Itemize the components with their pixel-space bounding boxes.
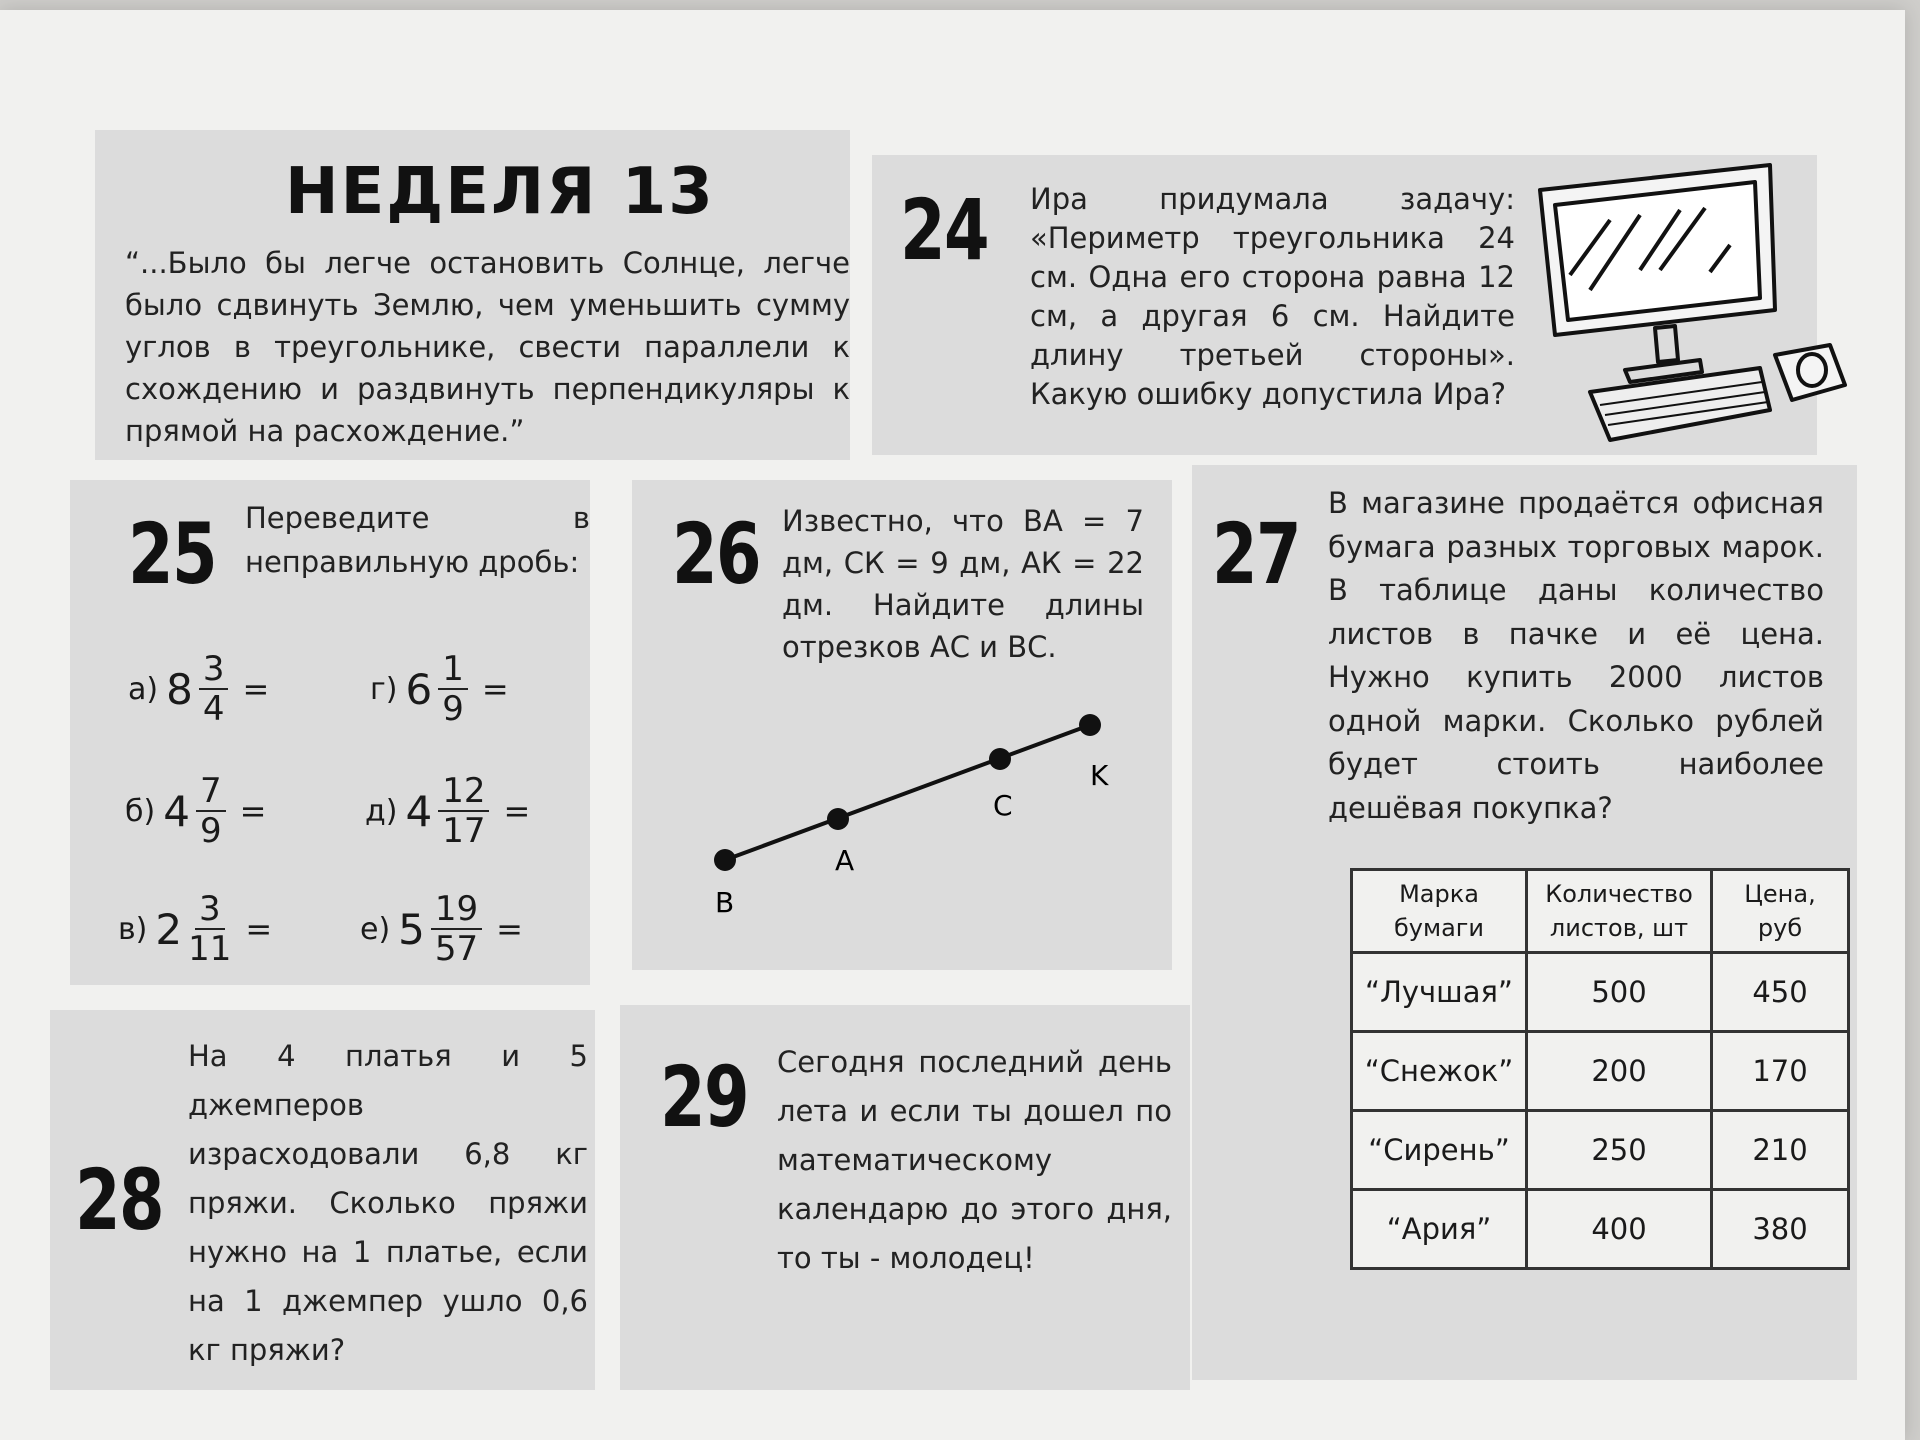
fraction	[199, 650, 229, 728]
paper-price-table	[1350, 868, 1850, 1270]
denominator: 11	[188, 929, 232, 969]
item-label: в)	[118, 911, 148, 947]
problem-28-text: На 4 платья и 5 джемперов израсходовали 6,8 кг пряжи. Сколько пряжи нужно на 1 платье, если на 1 джемпер ушло 0,6 кг пряжи?	[188, 1039, 588, 1367]
table-cell: 210	[1712, 1111, 1849, 1190]
item-label: а)	[128, 671, 159, 707]
denominator: 17	[442, 811, 486, 851]
numerator: 3	[195, 890, 225, 930]
table-row	[1352, 1111, 1849, 1190]
whole-part: 4	[405, 786, 433, 836]
quote-text: “...Было бы легче остановить Солнце, легче было сдвинуть Землю, чем уменьшить сумму углов в треугольнике, свести параллели к схождению и раздвинуть перпендикуляры к прямой на расхождение.”	[125, 246, 850, 448]
table-row	[1352, 1032, 1849, 1111]
fraction-item-b	[125, 772, 266, 850]
table-cell: “Сирень”	[1352, 1111, 1527, 1190]
problem-24-text: Ира придумала задачу: «Периметр треугольника 24 см. Одна его сторона равна 12 см, а другая 6 см. Найдите длину третьей стороны». Какую ошибку допустила Ира?	[1030, 182, 1515, 411]
equals-sign: =	[503, 792, 531, 830]
equals-sign: =	[245, 910, 273, 948]
point-k-label: K	[1090, 759, 1109, 792]
table-cell: 170	[1712, 1032, 1849, 1111]
fraction	[431, 890, 482, 968]
table-cell: 450	[1712, 953, 1849, 1032]
item-label: г)	[370, 671, 398, 707]
problem-25-number: 25	[128, 505, 217, 603]
numerator: 19	[431, 890, 482, 930]
table-cell: “Снежок”	[1352, 1032, 1527, 1111]
numerator: 12	[438, 772, 489, 812]
point-b-label: B	[715, 886, 735, 919]
fraction	[438, 650, 468, 728]
table-row	[1352, 1190, 1849, 1269]
point-a-label: A	[835, 844, 855, 877]
whole-part: 8	[166, 664, 193, 714]
table-cell: 500	[1527, 953, 1712, 1032]
denominator: 9	[199, 811, 222, 851]
fraction	[438, 772, 489, 850]
table-cell: 400	[1527, 1190, 1712, 1269]
whole-part: 5	[398, 904, 425, 954]
numerator: 1	[438, 650, 468, 690]
fraction	[196, 772, 226, 850]
table-cell: 380	[1712, 1190, 1849, 1269]
table-row	[1352, 953, 1849, 1032]
table-cell: “Ария”	[1352, 1190, 1527, 1269]
segment-diagram	[690, 700, 1130, 930]
column-header: Марка бумаги	[1352, 870, 1527, 953]
problem-25-text: Переведите в неправильную дробь:	[245, 501, 590, 579]
numerator: 7	[196, 772, 226, 812]
worksheet-page	[0, 10, 1905, 1440]
item-label: д)	[365, 793, 398, 829]
problem-28-number: 28	[75, 1151, 164, 1249]
problem-29-number: 29	[660, 1048, 749, 1146]
fraction-item-a	[128, 650, 269, 728]
point-a	[827, 808, 849, 830]
table-cell: 250	[1527, 1111, 1712, 1190]
problem-27-text: В магазине продаётся офисная бумага разных торговых марок. В таблице даны количество листов в пачке и её цена. Нужно купить 2000 листов одной марки. Сколько рублей будет стоить наиболее дешёвая покупка?	[1328, 486, 1824, 825]
page-title: НЕДЕЛЯ 13	[285, 155, 715, 229]
equals-sign: =	[481, 670, 509, 708]
point-b	[714, 849, 736, 871]
denominator: 9	[442, 689, 464, 729]
table-cell: 200	[1527, 1032, 1712, 1111]
point-k	[1079, 714, 1101, 736]
denominator: 4	[202, 689, 225, 729]
column-header: Цена, руб	[1712, 870, 1849, 953]
fraction-item-d	[365, 772, 530, 850]
whole-part: 2	[155, 904, 183, 954]
problem-29-text: Сегодня последний день лета и если ты дошел по математическому календарю до этого дня, то ты - молодец!	[777, 1045, 1172, 1275]
whole-part: 4	[163, 786, 190, 836]
fraction-item-g	[370, 650, 509, 728]
denominator: 57	[434, 929, 479, 969]
point-c-label: C	[993, 789, 1013, 822]
column-header: Количество листов, шт	[1527, 870, 1712, 953]
problem-26-number: 26	[672, 505, 761, 603]
problem-26-text: Известно, что ВА = 7 дм, СК = 9 дм, АК = 22 дм. Найдите длины отрезков АС и ВС.	[782, 504, 1144, 664]
fraction-item-v	[118, 890, 272, 968]
item-label: б)	[125, 793, 156, 829]
whole-part: 6	[405, 664, 433, 714]
item-label: е)	[360, 911, 391, 947]
equals-sign: =	[496, 910, 523, 948]
numerator: 3	[199, 650, 229, 690]
table-header-row	[1352, 870, 1849, 953]
point-c	[989, 748, 1011, 770]
equals-sign: =	[239, 792, 267, 830]
fraction	[188, 890, 231, 968]
table-cell: “Лучшая”	[1352, 953, 1527, 1032]
problem-24-number: 24	[900, 181, 989, 279]
computer-icon	[1530, 160, 1870, 450]
problem-27-number: 27	[1212, 505, 1301, 603]
equals-sign: =	[242, 670, 270, 708]
fraction-item-e	[360, 890, 523, 968]
